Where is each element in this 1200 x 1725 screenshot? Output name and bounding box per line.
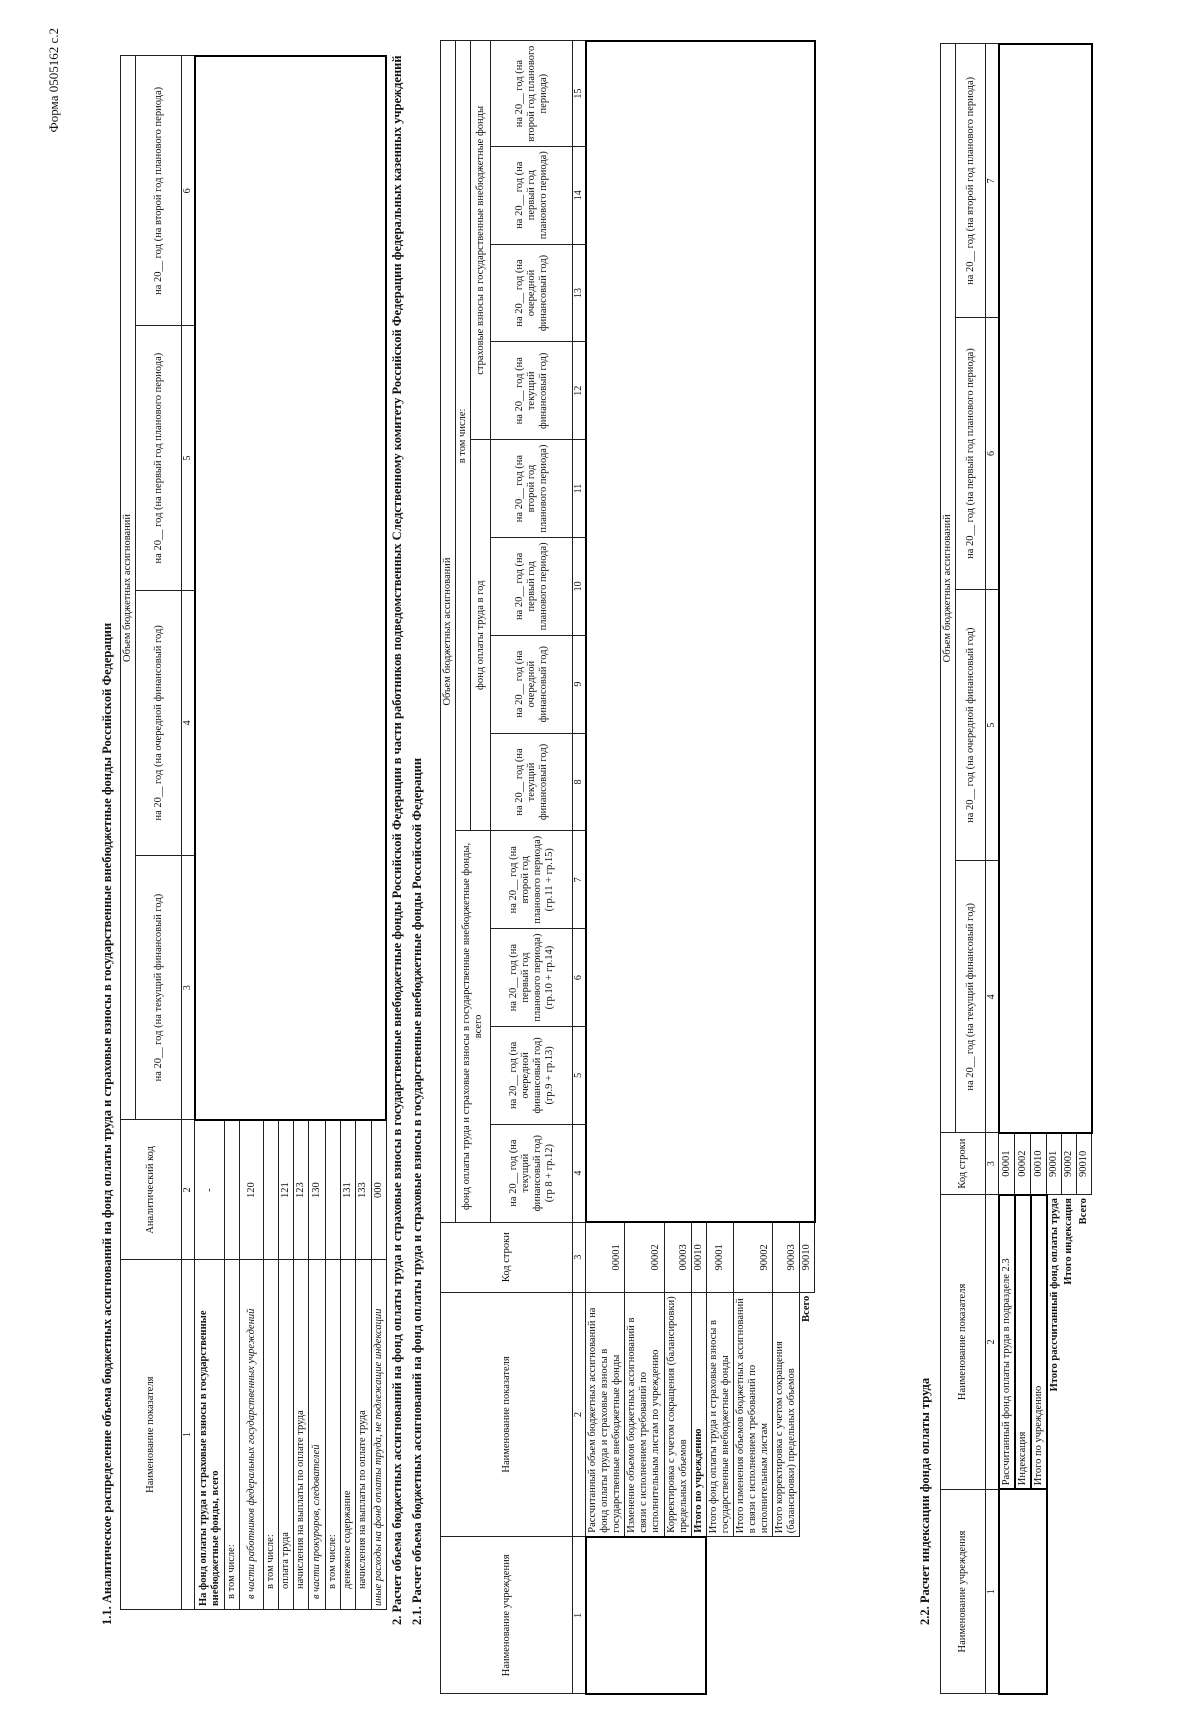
s11-col-num: 4	[182, 590, 195, 855]
row-code: 121	[279, 1120, 294, 1260]
table-row	[195, 56, 225, 1610]
row-name: Итого по учреждению	[691, 1292, 706, 1536]
s22-header-group: Объем бюджетных ассигнований	[941, 44, 956, 1133]
row-name: Итого корректировка с учетом сокращения (балансировки) предельных объемов	[773, 1292, 800, 1536]
s21-header-fot-year-4: на 20__ год (на второй год планового периода)	[491, 440, 573, 538]
s21-col-num: 11	[573, 440, 586, 538]
s21-header-total-year-3: на 20__ год (на первый год планового периода) (гр.10 + гр.14)	[491, 929, 573, 1027]
row-name: начисления на выплаты по оплате труда	[356, 1260, 371, 1610]
row-code: 00001	[586, 1222, 625, 1292]
total-label: Всего	[801, 1295, 813, 1322]
row-code: 000	[371, 1120, 386, 1260]
row-code	[264, 1120, 279, 1260]
s22-col-num: 7	[986, 44, 999, 318]
section-1-1-title: 1.1. Аналитическое распределение объема бюджетных ассигнований на фонд оплаты труда и страховые взносы в государственные внебюджетные фонды Российской Федерации	[100, 622, 114, 1625]
row-code: 00010	[691, 1222, 706, 1292]
s21-institution-cell[interactable]	[586, 1537, 707, 1694]
s21-header-name: Наименование показателя	[441, 1292, 573, 1536]
s22-col-num: 3	[986, 1133, 999, 1195]
row-code: 00003	[664, 1222, 691, 1292]
s22-col-num: 2	[986, 1195, 999, 1490]
row-code: 00002	[625, 1222, 664, 1292]
row-name: Рассчитанный фонд оплаты труда в подразделе 2.3	[999, 1195, 1015, 1490]
s21-col-num: 4	[573, 1124, 586, 1222]
row-name: Рассчитанный объем бюджетных ассигнований на фонд оплаты труда и страховые взносы в государственные внебюджетные фонды	[586, 1292, 625, 1536]
s21-header-group: Объем бюджетных ассигнований	[441, 41, 456, 1222]
s21-header-ins-year-4: на 20__ год (на второй год планового периода)	[491, 41, 573, 146]
s22-header-year-3: на 20__ год (на первый год планового периода)	[956, 318, 986, 590]
s11-header-code: Аналитический код	[121, 1120, 182, 1260]
total-label: Итого рассчитанный фонд оплаты труда	[1048, 1198, 1060, 1392]
s21-col-num: 1	[573, 1537, 586, 1694]
row-name: Итого по учреждению	[1031, 1195, 1047, 1490]
total-code: 90010	[1077, 1133, 1092, 1195]
s21-header-ins-year-3: на 20__ год (на первый год планового периода)	[491, 146, 573, 244]
s11-col-num: 1	[182, 1260, 195, 1610]
s11-header-group: Объем бюджетных ассигнований	[121, 56, 136, 1120]
table-row	[586, 41, 625, 1694]
section-2-1-title: 2.1. Расчет объема бюджетных ассигнований на фонд оплаты труда и страховые взносы в государственные внебюджетные фонды Российской Федерации	[410, 757, 424, 1625]
s21-col-num: 8	[573, 733, 586, 831]
row-code: 123	[294, 1120, 309, 1260]
s21-header-incl: в том числе:	[456, 41, 471, 831]
row-code: 131	[341, 1120, 356, 1260]
row-name: Корректировка с учетом сокращения (балансировки) предельных объемов	[664, 1292, 691, 1536]
row-name: начисления на выплаты по оплате труда	[294, 1260, 309, 1610]
s21-header-insurance: страховые взносы в государственные внебюджетные фонды	[471, 41, 491, 440]
s21-header-fot: фонд оплаты труда в год	[471, 440, 491, 831]
s21-col-num: 3	[573, 1222, 586, 1292]
row-name: Итого фонд оплаты труда и страховые взносы в государственные внебюджетные фонды	[706, 1292, 733, 1536]
total-code: 90010	[800, 1222, 815, 1292]
row-code	[326, 1120, 341, 1260]
row-code: 133	[356, 1120, 371, 1260]
s21-header-institution: Наименование учреждения	[441, 1537, 573, 1694]
row-code: -	[195, 1120, 225, 1260]
row-code: 00001	[999, 1133, 1015, 1195]
s11-header-year-1: на 20__ год (на текущий финансовый год)	[136, 855, 182, 1120]
form-code: Форма 0505162 с.2	[46, 28, 61, 133]
s21-col-num: 2	[573, 1292, 586, 1536]
row-name: иные расходы на фонд оплаты труда, не подлежащие индексации	[371, 1260, 386, 1610]
row-code: 120	[240, 1120, 264, 1260]
s22-header-year-4: на 20__ год (на второй год планового периода)	[956, 44, 986, 318]
total-code: 90001	[1047, 1133, 1062, 1195]
section-1-1-table	[120, 55, 387, 1610]
s21-col-num: 9	[573, 635, 586, 733]
s11-header-year-4: на 20__ год (на второй год планового периода)	[136, 56, 182, 326]
s22-col-num: 6	[986, 318, 999, 590]
s21-header-fot-year-3: на 20__ год (на первый год планового периода)	[491, 537, 573, 635]
s11-data-area[interactable]	[195, 56, 387, 1120]
s11-header-name: Наименование показателя	[121, 1260, 182, 1610]
s21-header-ins-year-2: на 20__ год (на очередной финансовый год)	[491, 244, 573, 342]
row-code: 90002	[733, 1222, 772, 1292]
s21-col-num: 6	[573, 929, 586, 1027]
s21-header-total-year-4: на 20__ год (на второй год планового периода) (гр.11 + гр.15)	[491, 831, 573, 929]
s21-col-num: 12	[573, 342, 586, 440]
s21-header-total: фонд оплаты труда и страховые взносы в государственные внебюджетные фонды, всего	[456, 831, 491, 1222]
row-name: в том числе:	[264, 1260, 279, 1610]
row-name: в том числе:	[326, 1260, 341, 1610]
row-code: 130	[309, 1120, 326, 1260]
s11-header-year-2: на 20__ год (на очередной финансовый год)	[136, 590, 182, 855]
row-code	[225, 1120, 240, 1260]
table-row	[999, 44, 1015, 1694]
s21-header-code: Код строки	[441, 1222, 573, 1292]
total-code: 90002	[1062, 1133, 1077, 1195]
section-2-2-table	[940, 43, 1093, 1695]
s11-col-num: 5	[182, 326, 195, 591]
s22-col-num: 5	[986, 589, 999, 861]
s11-col-num: 3	[182, 855, 195, 1120]
s21-header-fot-year-1: на 20__ год (на текущий финансовый год)	[491, 733, 573, 831]
s22-header-code: Код строки	[941, 1133, 986, 1195]
s21-col-num: 14	[573, 146, 586, 244]
section-2-title: 2. Расчет объема бюджетных ассигнований на фонд оплаты труда и страховые взносы в государственные внебюджетные фонды Российской Федерации в части работников подведомственных Следственному комитету Российской Федерации федеральных казенных учреждений	[390, 55, 404, 1625]
row-name: в части работников федеральных государственных учреждений	[240, 1260, 264, 1610]
s22-header-institution: Наименование учреждения	[941, 1489, 986, 1694]
row-name: Итого изменения объемов бюджетных ассигнований в связи с исполнением требований по исполнительным листам	[733, 1292, 772, 1536]
row-name: Изменение объемов бюджетных ассигнований в связи с исполнением требований по исполнительным листам по учреждению	[625, 1292, 664, 1536]
s21-header-ins-year-1: на 20__ год (на текущий финансовый год)	[491, 342, 573, 440]
s22-header-year-1: на 20__ год (на текущий финансовый год)	[956, 861, 986, 1133]
s21-header-total-year-2: на 20__ год (на очередной финансовый год) (гр.9 + гр.13)	[491, 1026, 573, 1124]
s21-header-fot-year-2: на 20__ год (на очередной финансовый год)	[491, 635, 573, 733]
row-name: в части прокуроров, следователей	[309, 1260, 326, 1610]
row-name: оплата труда	[279, 1260, 294, 1610]
s21-col-num: 5	[573, 1026, 586, 1124]
s21-col-num: 13	[573, 244, 586, 342]
section-2-2-title: 2.2. Расчет индексации фонда оплаты труда	[918, 1377, 932, 1625]
s11-col-num: 6	[182, 56, 195, 326]
row-code: 90001	[706, 1222, 733, 1292]
section-2-1-table	[440, 40, 816, 1695]
row-name: Индексация	[1015, 1195, 1031, 1490]
s22-col-num: 4	[986, 861, 999, 1133]
total-label: Итого индексация	[1063, 1198, 1075, 1285]
s11-header-year-3: на 20__ год (на первый год планового периода)	[136, 326, 182, 591]
s22-header-name: Наименование показателя	[941, 1195, 986, 1490]
s22-data-area[interactable]	[999, 44, 1092, 1133]
row-name: в том числе:	[225, 1260, 240, 1610]
s21-col-num: 15	[573, 41, 586, 146]
row-code: 90003	[773, 1222, 800, 1292]
s11-col-num: 2	[182, 1120, 195, 1260]
row-name: На фонд оплаты труда и страховые взносы в государственные внебюджетные фонды, всего	[195, 1260, 225, 1610]
s22-col-num: 1	[986, 1489, 999, 1694]
s21-data-area[interactable]	[586, 41, 815, 1222]
s22-header-year-2: на 20__ год (на очередной финансовый год)	[956, 589, 986, 861]
s22-institution-cell[interactable]	[999, 1489, 1047, 1694]
row-code: 00010	[1031, 1133, 1047, 1195]
s21-col-num: 7	[573, 831, 586, 929]
row-name: денежное содержание	[341, 1260, 356, 1610]
total-label: Всего	[1078, 1198, 1090, 1225]
row-code: 00002	[1015, 1133, 1031, 1195]
s21-header-total-year-1: на 20__ год (на текущий финансовый год) (гр 8 + гр.12)	[491, 1124, 573, 1222]
s21-col-num: 10	[573, 537, 586, 635]
